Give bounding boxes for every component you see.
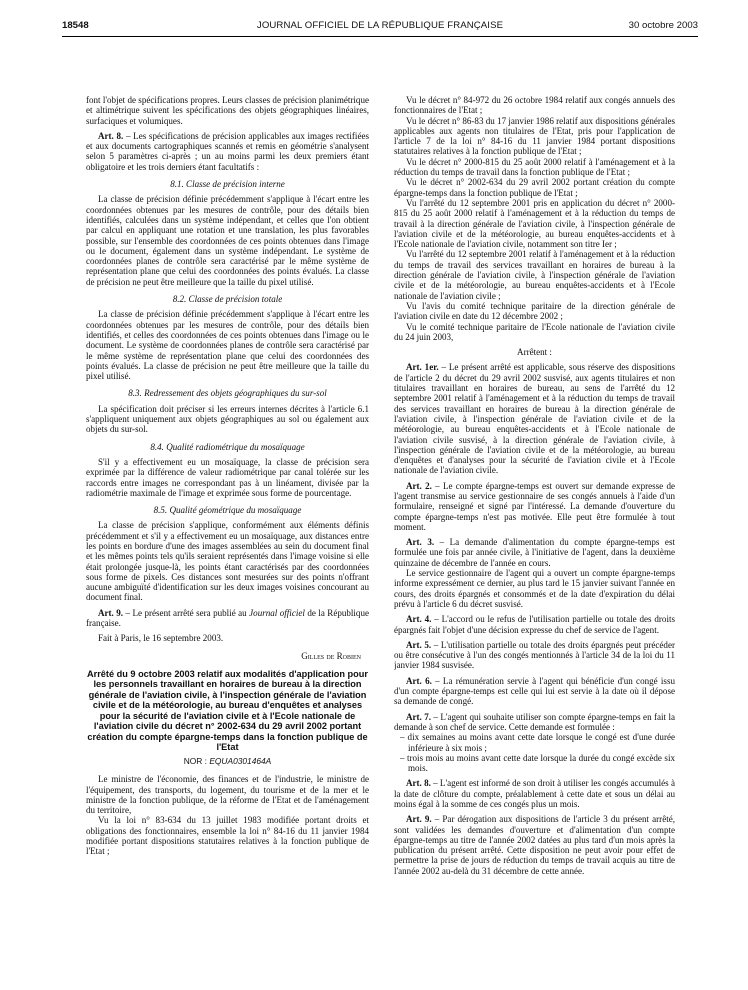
visa: Vu le décret n° 84-972 du 26 octobre 1984 relatif aux congés annuels des fonctionnaires de l'Etat ; bbox=[394, 95, 675, 116]
list-item: – trois mois au moins avant cette date lorsque la durée du congé excède six mois. bbox=[400, 752, 675, 774]
issue-date: 30 octobre 2003 bbox=[628, 20, 698, 31]
paragraph: S'il y a effectivement eu un mosaïquage, la classe de précision sera exprimée par la différence de valeur radiométrique par canal tolérée sur les raccords entre images ne correspondant pas à un linéament, divisée par la radiométrie maximale de l'image et exprimée sous forme de pourcentage. bbox=[86, 456, 369, 498]
article-text: – L'agent est informé de son droit à utiliser les congés accumulés à la date de clôture du compte, préalablement à cette date et sous un délai au moins égal à la somme de ces congés plus un mois. bbox=[394, 778, 675, 809]
paragraph: La spécification doit préciser si les erreurs internes décrites à l'article 6.1 s'appliquent uniquement aux objets géographiques au sol ou également aux objets du sur-sol. bbox=[86, 403, 369, 435]
article-4 bbox=[394, 614, 675, 635]
article-label: Art. 5. bbox=[406, 639, 432, 650]
arretent-heading: Arrêtent : bbox=[517, 347, 552, 358]
page-header bbox=[62, 20, 698, 34]
visa: Vu l'avis du comité technique paritaire de la direction générale de l'aviation civile en date du 12 décembre 2002 ; bbox=[394, 300, 675, 322]
section-number: 8.4. bbox=[150, 441, 164, 452]
article-9 bbox=[394, 814, 675, 876]
section-number: 8.3. bbox=[128, 388, 142, 399]
article-1 bbox=[394, 362, 675, 475]
page-number: 18548 bbox=[62, 20, 89, 31]
article-7 bbox=[394, 712, 675, 733]
article-label: Art. 6. bbox=[406, 675, 432, 686]
article-6 bbox=[394, 676, 675, 707]
article-label: Art. 9. bbox=[98, 607, 124, 618]
visa: Vu l'arrêté du 12 septembre 2001 relatif à l'aménagement et à la réduction du temps de travail des services travaillant en horaires de bureau à la direction générale de l'aviation civile, à l'inspection générale de l'aviation civile et de la météorologie, au bureau enquêtes-accidents et à l'Ecole nationale de l'aviation civile ; bbox=[394, 249, 675, 301]
article-8 bbox=[86, 131, 369, 172]
article-text: – Le présent arrêté sera publié au bbox=[123, 607, 250, 618]
article-text: – La demande d'alimentation du compte épargne-temps est formulée une fois par année civile, à l'initiative de l'agent, dans la deuxième quinzaine de décembre de l'année en cours. bbox=[394, 537, 675, 568]
visa: Vu le décret n° 2000-815 du 25 août 2000 relatif à l'aménagement et à la réduction du temps de travail dans la fonction publique de l'Etat ; bbox=[394, 156, 675, 178]
article-label: Art. 7. bbox=[406, 711, 432, 722]
article-text: – Les spécifications de précision applicables aux images rectifiées et aux documents cartographiques scannés et remis en géométrie s'analysent selon 5 paramètres ci-après ; un au moins parmi les deux premiers étant obligatoire et les trois derniers étant facultatifs : bbox=[86, 130, 369, 172]
article-label: Art. 8. bbox=[406, 778, 431, 789]
visa: Vu le décret n° 2002-634 du 29 avril 2002 portant création du compte épargne-temps dans la fonction publique de l'Etat ; bbox=[394, 177, 675, 198]
section-heading-8-3 bbox=[86, 388, 369, 398]
section-title: Classe de précision interne bbox=[186, 179, 285, 190]
article-text: – L'accord ou le refus de l'utilisation partielle ou totale des droits épargnés fait l'objet d'une décision expresse du chef de service de l'agent. bbox=[394, 614, 675, 635]
paragraph: font l'objet de spécifications propres. Leurs classes de précision planimétrique et altimétrique suivent les spécifications des objets géographiques linéaires, surfaciques et volumiques. bbox=[86, 95, 369, 126]
section-heading-8-2 bbox=[86, 294, 369, 304]
article-label: Art. 3. bbox=[406, 537, 435, 548]
section-heading-8-4 bbox=[86, 442, 369, 452]
visa: Vu le décret n° 86-83 du 17 janvier 1986 relatif aux dispositions générales applicables aux agents non titulaires de l'Etat, pris pour l'application de l'article 7 de la loi n° 84-16 du 11 janvier 1984 portant dispositions statutaires relatives à la fonction publique de l'Etat ; bbox=[394, 115, 675, 157]
article-text: – Le compte épargne-temps est ouvert sur demande expresse de l'agent transmise au service gestionnaire de ses congés annuels à l'aide d'un formulaire, renseigné et signé par l'intéressé. La demande d'ouverture du compte épargne-temps n'est pas motivée. Elle peut être formulée à tout moment. bbox=[394, 480, 675, 532]
journal-title: JOURNAL OFFICIEL DE LA RÉPUBLIQUE FRANÇAISE bbox=[256, 20, 504, 31]
nor-code: EQUA0301464A bbox=[209, 755, 272, 766]
paragraph: La classe de précision s'applique, conformément aux éléments définis précédemment et s'il y a effectivement eu un mosaïquage, aux distances entre les points en bordure d'une des images assemblées au sein du document final et les mêmes points tels qu'ils seraient représentés dans l'image voisine si elle était prolongée jusque-là, les points étant caractérisés par des coordonnées sous forme de pixels. Ces distances sont mesurées sur des points n'offrant aucune ambiguïté d'identification sur les deux images voisines concourant au document final. bbox=[86, 520, 369, 603]
article-text: – Par dérogation aux dispositions de l'article 3 du présent arrêté, sont validées les demandes d'ouverture et d'alimentation d'un compte épargne-temps au titre de l'année 2002 datées au plus tard d'un mois après la publication du présent arrêté. Cette disposition ne peut avoir pour effet de permettre la prise de jours de réduction du temps de travail acquis au titre de l'année 2002 au-delà du 31 décembre de cette année. bbox=[394, 814, 675, 876]
signature: Gilles de Robien bbox=[301, 650, 361, 661]
article-text: – La rémunération servie à l'agent qui bénéficie d'un congé issu d'un compte épargne-temps est celle qui lui est servie à la date où il dépose sa demande de congé. bbox=[394, 675, 675, 707]
article-label: Art. 2. bbox=[406, 480, 432, 491]
visa: Vu l'arrêté du 12 septembre 2001 pris en application du décret n° 2000-815 du 25 août 2000 relatif à l'aménagement et à la réduction du temps de travail à la direction générale de l'aviation civile, à l'inspection générale de l'aviation civile et de la météorologie, au bureau enquêtes-accidents et à l'Ecole nationale de l'aviation civile, notamment son titre Ier ; bbox=[394, 197, 675, 250]
paragraph: Le service gestionnaire de l'agent qui a ouvert un compte épargne-temps informe expressément ce dernier, au plus tard le 15 janvier suivant l'année en cours, des droits épargnés et consommés et de la date d'expiration du délai prévu à l'article 6 du décret susvisé. bbox=[394, 568, 675, 609]
section-heading-8-1 bbox=[86, 179, 369, 189]
visa: Vu la loi n° 83-634 du 13 juillet 1983 modifiée portant droits et obligations des fonctionnaires, ensemble la loi n° 84-16 du 11 janvier 1984 modifiée portant dispositions statutaires relatives à la fonction publique de l'Etat ; bbox=[86, 815, 369, 857]
article-text: – L'agent qui souhaite utiliser son compte épargne-temps en fait la demande à son chef de service. Cette demande est formulée : bbox=[394, 711, 675, 732]
article-9 bbox=[86, 608, 369, 629]
section-number: 8.2. bbox=[172, 294, 187, 305]
section-title: Qualité radiométrique du mosaïquage bbox=[166, 441, 305, 452]
nor-reference bbox=[86, 756, 369, 766]
list-item: – dix semaines au moins avant cette date lorsque le congé est d'une durée inférieure à six mois ; bbox=[400, 732, 675, 753]
signing-place-date: Fait à Paris, le 16 septembre 2003. bbox=[98, 633, 224, 644]
article-3 bbox=[394, 537, 675, 568]
paragraph: Le ministre de l'économie, des finances et de l'industrie, le ministre de l'équipement, des transports, du logement, du tourisme et de la mer et le ministre de la fonction publique, de la réforme de l'Etat et de l'aménagement du territoire, bbox=[86, 774, 369, 816]
section-title: Redressement des objets géographiques du sur-sol bbox=[144, 388, 327, 399]
section-heading-8-5 bbox=[86, 505, 369, 515]
right-column bbox=[394, 95, 675, 983]
article-text: – Le présent arrêté est applicable, sous réserve des dispositions de l'article 2 du décret du 29 avril 2002 susvisé, aux agents titulaires et non titulaires travaillant en horaires de bureau, au sens de l'arrêté du 12 septembre 2001 relatif à l'aménagement et à la réduction du temps de travail des services travaillant en horaires de bureau à la direction générale de l'aviation civile, à l'inspection générale de l'aviation civile et de la météorologie, au bureau enquêtes-accidents et à l'Ecole nationale de l'aviation civile susvisé, à la direction générale de l'aviation civile, à l'inspection générale de l'aviation civile et de la météorologie, au bureau d'enquêtes et d'analyses pour la sécurité de l'aviation civile et à l'Ecole nationale de l'aviation civile. bbox=[394, 362, 675, 476]
paragraph: La classe de précision définie précédemment s'applique à l'écart entre les coordonnées obtenues par les mesures de contrôle, pour des détails bien identifiés, et celles des coordonnées de ces points obtenues dans l'image ou le document. Le système de coordonnées planes de contrôle sera caractérisé par le même système de représentation plane que celui des coordonnées des points évalués. La classe de précision ne peut être meilleure que la taille du pixel utilisé. bbox=[86, 309, 369, 382]
article-5 bbox=[394, 640, 675, 671]
section-title: Classe de précision totale bbox=[188, 294, 283, 305]
article-text: – L'utilisation partielle ou totale des droits épargnés peut précéder ou être consécutive à l'un des congés mentionnés à l'article 34 de la loi du 11 janvier 1984 susvisée. bbox=[394, 639, 675, 671]
decree-title: Arrêté du 9 octobre 2003 relatif aux modalités d'application pour les personnels travaillant en horaires de bureau à la direction générale de l'aviation civile, à l'inspection générale de l'aviation civile et de la météorologie, au bureau d'enquêtes et analyses pour la sécurité de l'aviation civile et à l'Ecole nationale de l'aviation civile du décret n° 2002-634 du 29 avril 2002 portant création du compte épargne-temps dans la fonction publique de l'Etat bbox=[87, 668, 368, 753]
journal-reference: Journal officiel bbox=[249, 607, 305, 618]
left-column bbox=[86, 95, 369, 983]
article-label: Art. 8. bbox=[98, 130, 124, 141]
article-text: de la République française. bbox=[86, 607, 369, 629]
article-label: Art. 1er. bbox=[406, 362, 439, 373]
section-number: 8.5. bbox=[153, 505, 168, 516]
article-label: Art. 9. bbox=[406, 814, 432, 825]
article-2 bbox=[394, 481, 675, 532]
header-rule bbox=[62, 36, 698, 37]
section-title: Qualité géométrique du mosaïquage bbox=[169, 505, 302, 516]
nor-label: NOR : bbox=[183, 755, 210, 766]
visa: Vu le comité technique paritaire de l'Ecole nationale de l'aviation civile du 24 juin 2003, bbox=[394, 321, 675, 342]
article-label: Art. 4. bbox=[406, 614, 432, 625]
article-8 bbox=[394, 778, 675, 809]
section-number: 8.1. bbox=[170, 179, 184, 190]
paragraph: La classe de précision définie précédemment s'applique à l'écart entre les coordonnées obtenues par les mesures de contrôle, pour des détails bien identifiés, calculées dans un système indépendant, et celles que l'on obtient par calcul en appliquant une rotation et une translation, les plus favorables possible, sur l'ensemble des coordonnées de ces points obtenues dans l'image ou le document, également dans un système indépendant. Le système de coordonnées planes de contrôle sera caractérisé par le même système de représentation plane que celui des coordonnées des points évalués. La classe de précision ne peut être meilleure que la taille du pixel utilisé. bbox=[86, 194, 369, 287]
